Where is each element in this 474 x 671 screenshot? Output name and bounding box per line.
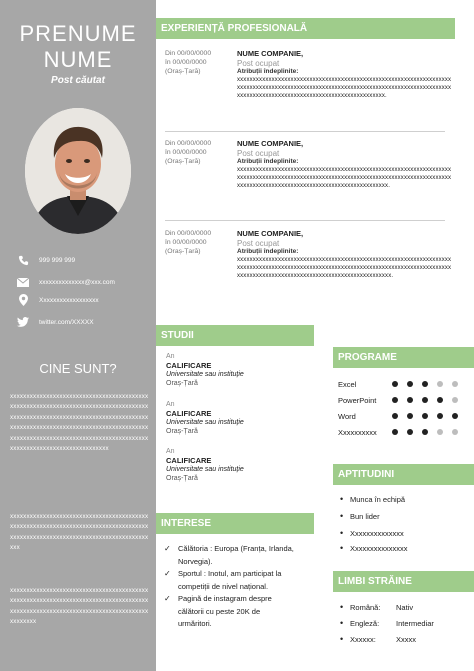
interest-line: Sportul : Inotul, am participat la [178, 569, 282, 578]
checkmark-icon: ✓ [164, 569, 171, 578]
study-location: Oraș-Țară [166, 428, 198, 435]
bullet-icon: • [340, 618, 344, 628]
rating-dot-empty [437, 429, 443, 435]
study-institution: Universitate sau instituție [166, 371, 244, 378]
interests-header: INTERESE [156, 513, 314, 534]
duties-text: xxxxxxxxxxxxxxxxxxxxxxxxxxxxxxxxxxxxxxxxxxxxxxxxxxxxxxxxxxxxxxxxxxxxxxxxxxxxxxxxxxxxxxxxxxxxxxxxxxxxxxxxxxxxxxxxxxxxxxxxxxxxxxxxxxxxxxxxxxxxxxxxxxxxxxxxxxxxxxxxxxxxxxxxxxxxxxxxxxxxxxxxx. [237, 257, 452, 279]
experience-dates [165, 229, 235, 256]
date-to: în 00/00/0000 [165, 59, 207, 66]
program-rating [392, 429, 467, 435]
skill-item [340, 493, 470, 505]
date-from: Din 00/00/0000 [165, 140, 212, 147]
rating-dot-empty [452, 381, 458, 387]
study-year: An [166, 353, 175, 360]
program-rating [392, 397, 467, 403]
divider [165, 131, 445, 132]
program-row [338, 378, 468, 390]
email-icon [16, 275, 30, 289]
rating-dot-empty [452, 397, 458, 403]
programs-header: PROGRAME [333, 347, 474, 368]
rating-dot-filled [407, 429, 413, 435]
interest-item [164, 568, 324, 593]
rating-dot-filled [437, 397, 443, 403]
duties-label: Atribuții îndeplinite: [237, 158, 299, 165]
program-rating [392, 413, 467, 419]
skill-label: Munca în echipă [350, 494, 406, 504]
interests-list [164, 543, 324, 631]
skill-item [340, 510, 470, 522]
program-name: Excel [338, 379, 357, 389]
language-name: Engleză: [350, 618, 380, 628]
contact-location [16, 293, 154, 307]
rating-dot-filled [452, 413, 458, 419]
language-level: Nativ [396, 602, 414, 612]
about-title: CINE SUNT? [39, 361, 117, 376]
study-entry [166, 352, 316, 388]
experience-entry [165, 229, 455, 309]
rating-dot-filled [422, 413, 428, 419]
skill-item [340, 527, 470, 539]
study-institution: Universitate sau instituție [166, 466, 244, 473]
rating-dot-filled [392, 397, 398, 403]
skill-label: Xxxxxxxxxxxxxx [350, 528, 404, 538]
rating-dot-filled [392, 429, 398, 435]
location: (Oraș-Țară) [165, 158, 201, 165]
date-to: în 00/00/0000 [165, 239, 207, 246]
rating-dot-filled [392, 413, 398, 419]
bullet-icon: • [340, 634, 344, 644]
contact-phone [16, 253, 154, 267]
duties-label: Atribuții îndeplinite: [237, 68, 299, 75]
language-name: Xxxxxx: [350, 634, 376, 644]
language-level: Xxxxx [396, 634, 417, 644]
program-row [338, 394, 468, 406]
phone-icon [16, 253, 30, 267]
study-location: Oraș-Țară [166, 380, 198, 387]
study-year: An [166, 401, 175, 408]
skill-item [340, 542, 470, 554]
bullet-icon: • [340, 543, 344, 553]
post-title: Post ocupat [237, 239, 280, 248]
checkmark-icon: ✓ [164, 544, 171, 553]
experience-entry [165, 49, 455, 129]
skill-label: Xxxxxxxxxxxxxxx [350, 543, 408, 553]
rating-dot-filled [407, 397, 413, 403]
rating-dot-filled [422, 397, 428, 403]
experience-dates [165, 49, 235, 76]
company-name: NUME COMPANIE, [237, 229, 304, 238]
about-text-2: xxxxxxxxxxxxxxxxxxxxxxxxxxxxxxxxxxxxxxxxxxxxxxxxxxxxxxxxxxxxxxxxxxxxxxxxxxxxxxxxxxxxxxxxxxxxxxxxxxxxxxxxxxxxxxxxxxxxxxxxxxxxxxxxx [10, 513, 149, 552]
bullet-icon: • [340, 528, 344, 538]
experience-body [237, 49, 452, 100]
experience-header: EXPERIENȚĂ PROFESIONALĂ [156, 18, 455, 39]
contact-email[interactable] [16, 275, 154, 289]
language-name: Română: [350, 602, 381, 612]
skill-label: Bun lider [350, 511, 380, 521]
rating-dot-filled [422, 381, 428, 387]
program-row [338, 426, 468, 438]
twitter-icon [16, 315, 30, 329]
interest-line: Călătoria : Europa (Franța, Irlanda, [178, 544, 294, 553]
date-from: Din 00/00/0000 [165, 50, 212, 57]
language-item [340, 633, 470, 645]
bullet-icon: • [340, 494, 344, 504]
experience-entry [165, 139, 455, 219]
interest-line: Pagină de instagram despre [178, 594, 272, 603]
sidebar [0, 0, 156, 671]
rating-dot-empty [437, 381, 443, 387]
language-item [340, 617, 470, 629]
about-text-3: xxxxxxxxxxxxxxxxxxxxxxxxxxxxxxxxxxxxxxxxxxxxxxxxxxxxxxxxxxxxxxxxxxxxxxxxxxxxxxxxxxxxxxxxxxxxxxxxxxxxxxxxxxxxxxxxxxxxxxxxxxxxxxxxxxxxxx [10, 587, 149, 626]
date-to: în 00/00/0000 [165, 149, 207, 156]
rating-dot-filled [407, 381, 413, 387]
duties-text: xxxxxxxxxxxxxxxxxxxxxxxxxxxxxxxxxxxxxxxxxxxxxxxxxxxxxxxxxxxxxxxxxxxxxxxxxxxxxxxxxxxxxxxxxxxxxxxxxxxxxxxxxxxxxxxxxxxxxxxxxxxxxxxxxxxxxxxxxxxxxxxxxxxxxxxxxxxxxxxxxxxxxxxxxxxxxxxxxxxxxxx. [237, 77, 452, 99]
rating-dot-filled [422, 429, 428, 435]
duties-text: xxxxxxxxxxxxxxxxxxxxxxxxxxxxxxxxxxxxxxxxxxxxxxxxxxxxxxxxxxxxxxxxxxxxxxxxxxxxxxxxxxxxxxxxxxxxxxxxxxxxxxxxxxxxxxxxxxxxxxxxxxxxxxxxxxxxxxxxxxxxxxxxxxxxxxxxxxxxxxxxxxxxxxxxxxxxxxxxxxxxxxxx. [237, 167, 452, 189]
location: (Oraș-Țară) [165, 248, 201, 255]
language-level: Intermediar [396, 618, 434, 628]
bullet-icon: • [340, 602, 344, 612]
interest-line: călătorii cu peste 20K de [178, 606, 261, 616]
study-entry [166, 447, 316, 483]
email-text[interactable]: xxxxxxxxxxxxxx@xxx.com [39, 278, 115, 286]
first-name: PRENUME [19, 21, 137, 46]
rating-dot-filled [437, 413, 443, 419]
rating-dot-filled [407, 413, 413, 419]
divider [165, 220, 445, 221]
study-qualification: CALIFICARE [166, 409, 212, 418]
phone-text: 999 999 999 [39, 256, 76, 264]
company-name: NUME COMPANIE, [237, 49, 304, 58]
experience-body [237, 139, 452, 190]
location-text: Xxxxxxxxxxxxxxxxxx [39, 296, 99, 304]
bullet-icon: • [340, 511, 344, 521]
profile-photo [25, 108, 131, 234]
program-rating [392, 381, 467, 387]
study-year: An [166, 448, 175, 455]
rating-dot-filled [392, 381, 398, 387]
languages-header: LIMBI STRĂINE [333, 571, 474, 592]
experience-dates [165, 139, 235, 166]
program-name: Word [338, 411, 356, 421]
checkmark-icon: ✓ [164, 594, 171, 603]
location: (Oraș-Țară) [165, 68, 201, 75]
location-icon [16, 293, 30, 307]
study-location: Oraș-Țară [166, 475, 198, 482]
date-from: Din 00/00/0000 [165, 230, 212, 237]
interest-item [164, 593, 324, 631]
post-title: Post ocupat [237, 149, 280, 158]
study-qualification: CALIFICARE [166, 456, 212, 465]
interest-line: competiții de nivel național. [178, 581, 269, 591]
post-title: Post ocupat [237, 59, 280, 68]
about-text-1: xxxxxxxxxxxxxxxxxxxxxxxxxxxxxxxxxxxxxxxxxxxxxxxxxxxxxxxxxxxxxxxxxxxxxxxxxxxxxxxxxxxxxxxxxxxxxxxxxxxxxxxxxxxxxxxxxxxxxxxxxxxxxxxxxxxxxxxxxxxxxxxxxxxxxxxxxxxxxxxxxxxxxxxxxxxxxxxxxxxxxxxxxxxxxxxxxxxxxxxxxxxxxxxxxxxxxxxxxxxxxxxxxxxxxxxxxxxxxxxx [10, 393, 149, 453]
program-name: Xxxxxxxxxx [338, 427, 377, 437]
experience-body [237, 229, 452, 280]
language-item [340, 601, 470, 613]
job-title: Post căutat [51, 75, 105, 86]
studies-header: STUDII [156, 325, 314, 346]
program-row [338, 410, 468, 422]
rating-dot-empty [452, 429, 458, 435]
last-name: NUME [43, 47, 113, 72]
duties-label: Atribuții îndeplinite: [237, 248, 299, 255]
study-qualification: CALIFICARE [166, 361, 212, 370]
twitter-text[interactable]: twitter.com/XXXXX [39, 318, 94, 326]
interest-line: urmăritori. [178, 619, 212, 628]
program-name: PowerPoint [338, 395, 377, 405]
interest-line: Norvegia). [178, 556, 213, 566]
company-name: NUME COMPANIE, [237, 139, 304, 148]
study-institution: Universitate sau instituție [166, 419, 244, 426]
study-entry [166, 400, 316, 436]
interest-item [164, 543, 324, 568]
skills-header: APTITUDINI [333, 464, 474, 485]
contact-twitter[interactable] [16, 315, 154, 329]
